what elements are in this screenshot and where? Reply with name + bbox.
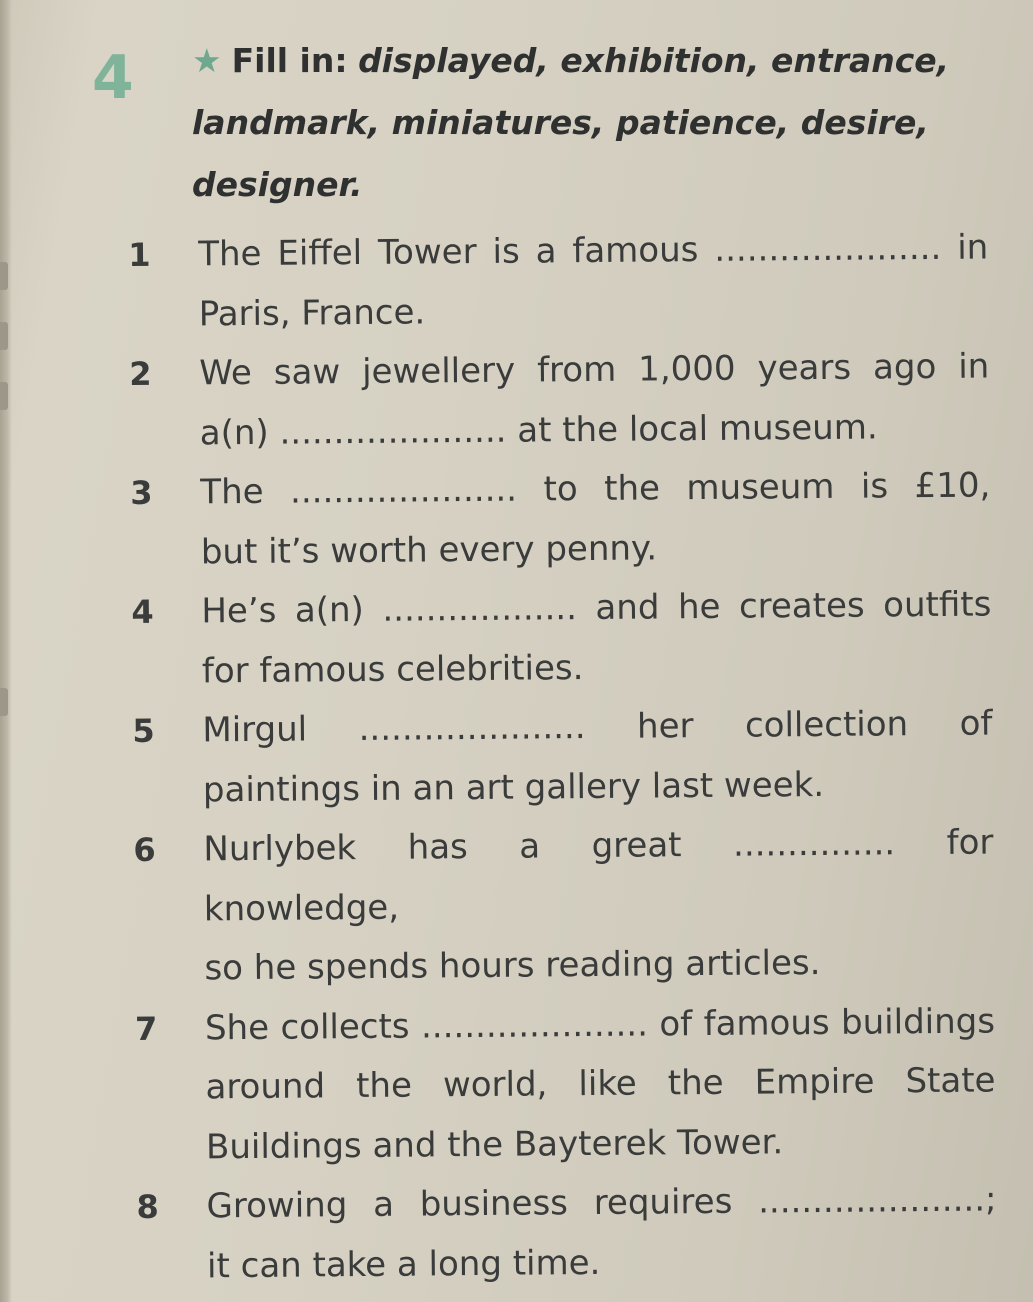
item-number: 4 bbox=[131, 592, 154, 631]
item-line: but it’s worth every penny. bbox=[200, 527, 658, 572]
item-line: Buildings and the Bayterek Tower. bbox=[205, 1121, 784, 1167]
list-item bbox=[129, 337, 990, 464]
instruction-lead: Fill in: bbox=[231, 41, 348, 80]
item-line: Growing a business requires .....................; bbox=[206, 1179, 997, 1227]
item-number: 2 bbox=[129, 354, 152, 393]
item-number: 3 bbox=[130, 473, 153, 512]
item-line: a(n) ..................... at the local museum. bbox=[199, 406, 878, 453]
list-item bbox=[135, 992, 997, 1178]
item-line: for famous celebrities. bbox=[201, 647, 584, 691]
item-line: so he spends hours reading articles. bbox=[204, 942, 821, 989]
item-line: Mirgul ..................... her collection of bbox=[202, 703, 993, 751]
list-item bbox=[136, 1170, 997, 1297]
item-line: The ..................... to the museum is £10, bbox=[200, 465, 991, 513]
exercise-number: 4 bbox=[92, 43, 134, 113]
item-line: The Eiffel Tower is a famous ..................... in bbox=[198, 227, 989, 275]
list-item bbox=[130, 456, 991, 583]
item-line: He’s a(n) .................. and he creates outfits bbox=[201, 584, 992, 632]
list-item bbox=[133, 813, 995, 999]
edge-mark bbox=[0, 688, 8, 716]
item-line: Nurlybek has a great ............... for knowledge, bbox=[203, 822, 994, 929]
list-item bbox=[132, 694, 993, 821]
edge-mark bbox=[0, 322, 8, 350]
star-icon: ★ bbox=[192, 41, 222, 80]
item-number: 7 bbox=[134, 1009, 158, 1048]
item-line: We saw jewellery from 1,000 years ago in bbox=[199, 346, 990, 394]
edge-mark bbox=[0, 262, 8, 290]
item-number: 8 bbox=[136, 1187, 159, 1226]
item-number: 6 bbox=[133, 830, 156, 869]
item-line: She collects ..................... of famous buildings bbox=[204, 1000, 996, 1048]
word-bank: displayed, exhibition, entrance, landmark, miniatures, patience, desire, designer. bbox=[192, 41, 950, 204]
exercise-instruction bbox=[192, 30, 952, 216]
list-item bbox=[128, 218, 989, 345]
item-number: 1 bbox=[128, 235, 151, 274]
list-item bbox=[131, 575, 992, 702]
item-line: it can take a long time. bbox=[206, 1242, 601, 1286]
exercise-items bbox=[128, 218, 997, 1296]
edge-mark bbox=[0, 382, 8, 410]
item-line: paintings in an art gallery last week. bbox=[202, 764, 825, 810]
item-line: Paris, France. bbox=[198, 291, 426, 334]
item-line: around the world, like the Empire State bbox=[205, 1060, 996, 1108]
item-number: 5 bbox=[132, 711, 155, 750]
page-edge bbox=[0, 0, 12, 1302]
